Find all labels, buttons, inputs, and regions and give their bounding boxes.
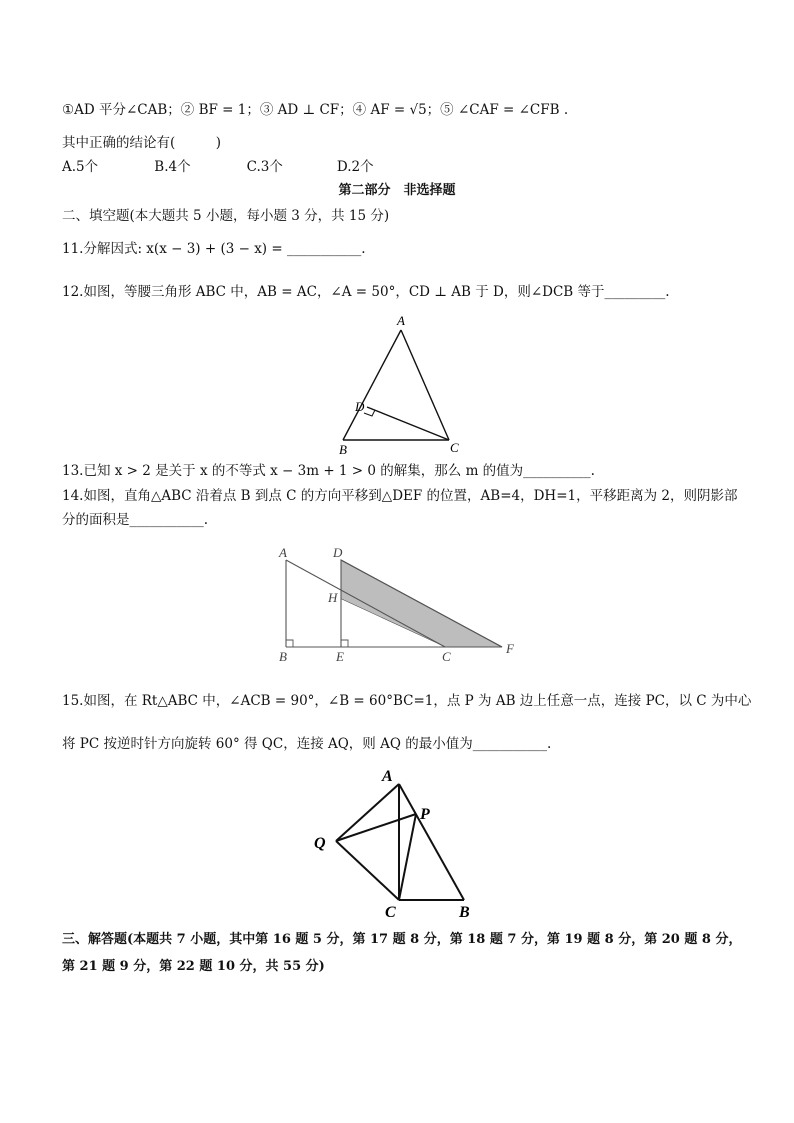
fig15-label-q: Q — [314, 835, 326, 852]
q12-text: 12.如图，等腰三角形 ABC 中，AB = AC，∠A = 50°，CD ⊥ AB 于 D，则∠DCB 等于_________. — [62, 284, 670, 300]
option-d: D.2个 — [336, 159, 374, 175]
fig15-label-p: P — [420, 806, 430, 823]
fig15-segment-qc — [336, 841, 399, 900]
fig15-segment-ab — [399, 784, 464, 900]
fig15-label-a: A — [382, 768, 393, 785]
fig15-label-b: B — [459, 904, 470, 921]
figure-14-translation — [270, 540, 530, 665]
fig14-label-h: H — [328, 590, 338, 605]
fig14-label-f: F — [506, 641, 514, 656]
fig14-label-a: A — [279, 545, 287, 560]
q10-statements: ①AD 平分∠CAB；② BF = 1；③ AD ⊥ CF；④ AF = √5；⑤ ∠CAF = ∠CFB . — [62, 102, 569, 118]
option-a: A.5个 — [62, 159, 99, 175]
fig15-segment-pc — [399, 814, 416, 900]
fig14-label-d: D — [333, 545, 343, 560]
fig12-right-angle-mark — [364, 410, 375, 416]
fig14-label-b: B — [279, 649, 287, 664]
q10-prompt: 其中正确的结论有( ) — [62, 135, 222, 151]
section3-line1: 三、解答题(本题共 7 小题，其中第 16 题 5 分，第 17 题 8 分，第 18 题 7 分，第 19 题 8 分，第 20 题 8 分， — [62, 932, 742, 947]
fig15-label-c: C — [385, 904, 396, 921]
fig12-label-d: D — [355, 399, 365, 414]
fig12-side-ab — [343, 330, 401, 440]
q15-line1: 15.如图，在 Rt△ABC 中，∠ACB = 90°，∠B = 60°BC=1，点 P 为 AB 边上任意一点，连接 PC，以 C 为中心 — [62, 693, 752, 709]
fig12-label-b: B — [339, 442, 347, 457]
q14-line2: 分的面积是___________. — [62, 512, 209, 528]
figure-15-rotation — [305, 762, 490, 922]
q15-line2: 将 PC 按逆时针方向旋转 60° 得 QC，连接 AQ，则 AQ 的最小值为___________. — [62, 736, 552, 752]
fig14-label-e: E — [336, 649, 344, 664]
fig14-label-c: C — [442, 649, 451, 664]
section2-header: 二、填空题(本大题共 5 小题，每小题 3 分，共 15 分) — [62, 208, 390, 224]
fig12-label-a: A — [397, 313, 405, 328]
part2-title: 第二部分 非选择题 — [338, 183, 456, 198]
q13-text: 13.已知 x > 2 是关于 x 的不等式 x − 3m + 1 > 0 的解集，那么 m 的值为__________. — [62, 463, 595, 479]
option-c: C.3个 — [246, 159, 283, 175]
fig15-segment-aq — [336, 784, 399, 841]
fig12-label-c: C — [450, 440, 459, 455]
section3-line2: 第 21 题 9 分，第 22 题 10 分，共 55 分) — [62, 959, 325, 974]
q10-options — [62, 158, 374, 176]
option-b: B.4个 — [154, 159, 191, 175]
fig15-segment-qp — [336, 814, 416, 841]
fig14-right-angle-b — [286, 640, 293, 647]
q11-text: 11.分解因式: x(x − 3) + (3 − x) = ___________. — [62, 241, 366, 257]
figure-12-triangle — [330, 310, 470, 460]
q14-line1: 14.如图，直角△ABC 沿着点 B 到点 C 的方向平移到△DEF 的位置，AB=4，DH=1，平移距离为 2，则阴影部 — [62, 488, 738, 504]
